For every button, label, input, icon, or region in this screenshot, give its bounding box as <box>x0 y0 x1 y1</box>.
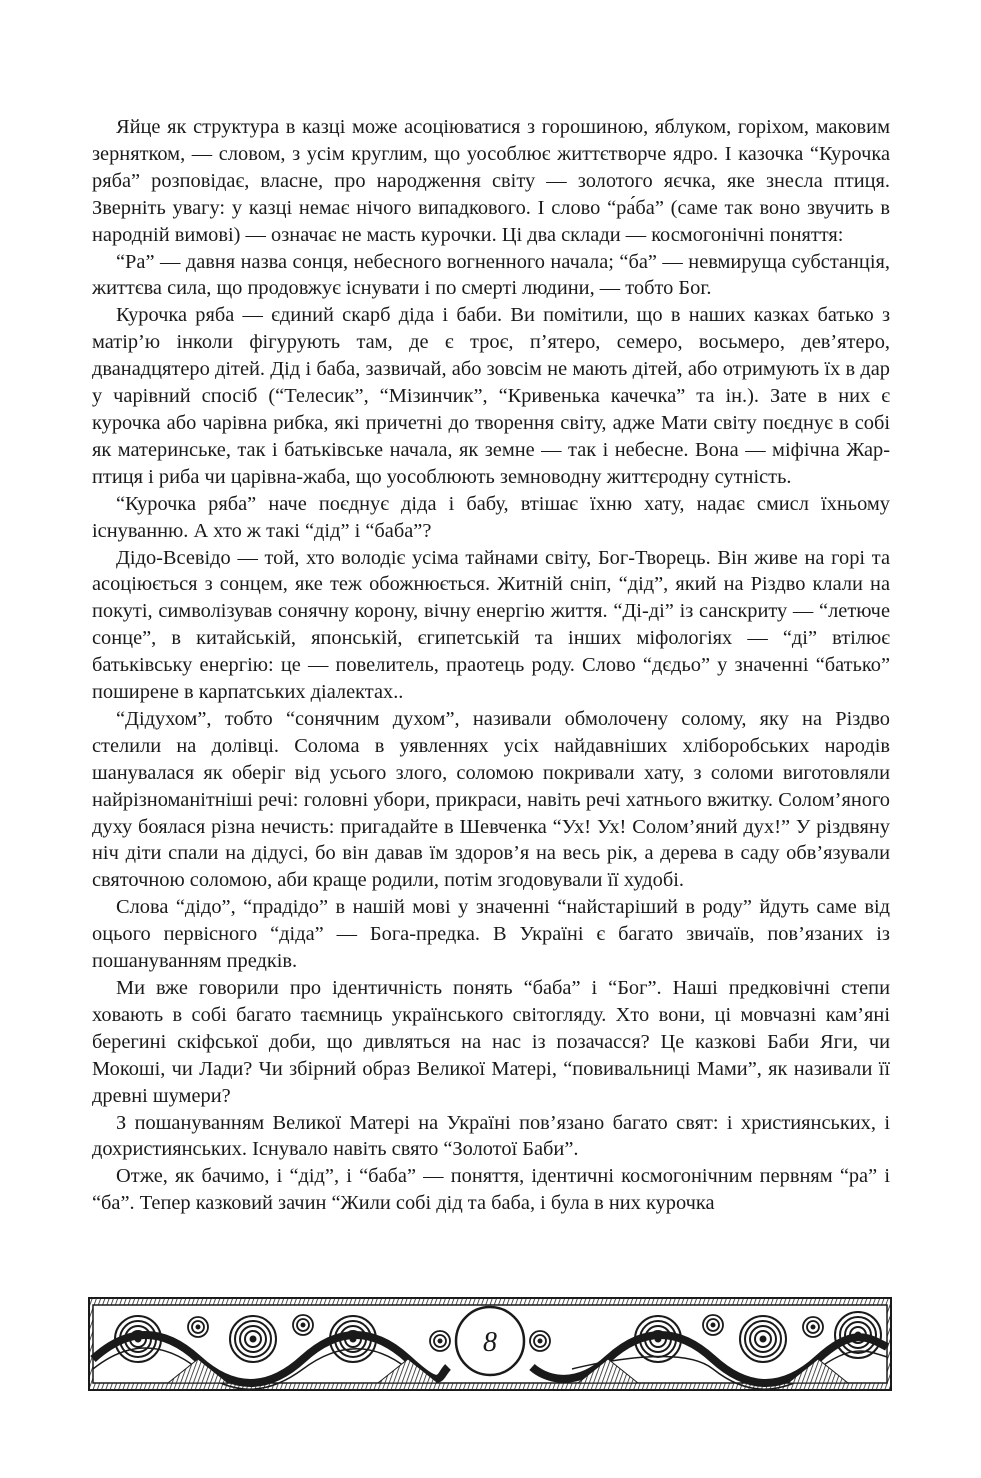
paragraph: Отже, як бачимо, і “дід”, і “баба” — поняття, ідентичні космогонічним первням “ра” і “ба”. Тепер казковий зачин “Жили собі дід та баба, і була в них курочка <box>92 1165 890 1215</box>
paragraph: “Ра” — давня назва сонця, небесного вогненного начала; “ба” — невмируща субстанція, життєва сила, що продовжує існувати і по смерті людини, — тобто Бог. <box>92 250 890 300</box>
spiral-ornament-icon <box>88 1297 892 1391</box>
paragraph: Яйце як структура в казці може асоціюватися з горошиною, яблуком, горіхом, маковим зернятком, — словом, з усім круглим, що уособлює життєтворче ядро. І казочка “Курочка ряба” розповідає, власне, про народження світу — золотого яєчка, яке знесла птиця. Зверніть увагу: у казці немає нічого випадкового. І слово “ра́ба” (саме так воно звучить в народній вимові) — означає не масть курочки. Ці два склади — космогонічні поняття: <box>92 116 890 246</box>
paragraph: Дідо-Всевідо — той, хто володіє усіма тайнами світу, Бог-Творець. Він живе на горі та асоціюється з сонцем, яке теж обожнюється. Житній сніп, “дід”, який на Різдво клали на покуті, символізував сонячну корону, вічну енергію життя. “Ді-ді” із санскриту — “летюче сонце”, в китайській, японській, єгипетській та інших міфологіях — “ді” втілює батьківську енергію: це — повелитель, праотець роду. Слово “дєдьо” у значенні “батько” поширене в карпатських діалектах.. <box>92 546 890 704</box>
body-text <box>92 114 890 1217</box>
page-number: 8 <box>483 1327 497 1358</box>
paragraph: Курочка ряба — єдиний скарб діда і баби. Ви помітили, що в наших казках батько з матір’ю інколи фігурують там, де є троє, п’ятеро, семеро, восьмеро, дев’ятеро, дванадцятеро дітей. Дід і баба, зазвичай, або зовсім не мають дітей, або отримують їх в дар у чарівний спосіб (“Телесик”, “Мізинчик”, “Кривенька качечка” та ін.). Зате в них є курочка або чарівна рибка, які причетні до творення світу, адже Мати світу поєднує в собі як материнське, так і батьківське начала, як земне — так і небесне. Вона — міфічна Жар-птиця і риба чи царівна-жаба, що уособлюють земноводну життєродну сутність. <box>92 304 890 488</box>
paragraph: “Дідухом”, тобто “сонячним духом”, називали обмолочену солому, яку на Різдво стелили на долівці. Солома в уявленнях усіх найдавніших хліборобських народів шанувалася як оберіг від усього злого, соломою покривали хату, з соломи виготовляли найрізноманітніші речі: головні убори, прикраси, навіть речі хатнього вжитку. Солом’яного духу боялася різна нечисть: пригадайте в Шевченка “Ух! Ух! Солом’яний дух!” У різдвяну ніч діти спали на дідусі, бо він давав їм здоров’я на весь рік, а дерева в саду обв’язували святочною соломою, аби краще родили, потім згодовували її худобі. <box>92 707 890 892</box>
paragraph: “Курочка ряба” наче поєднує діда і бабу, втішає їхню хату, надає смисл їхньому існуванню. А хто ж такі “дід” і “баба”? <box>92 492 890 542</box>
paragraph: Слова “дідо”, “прадідо” в нашій мові у значенні “найстаріший в роду” йдуть саме від оцього первісного “діда” — Бога-предка. В Україні є багато звичаїв, пов’язаних із пошануванням предків. <box>92 896 890 973</box>
paragraph: Ми вже говорили про ідентичність понять “баба” і “Бог”. Наші предковічні степи ховають в собі багато таємниць українського світогляду. Хто вони, ці мовчазні кам’яні берегині скіфської доби, що дивляться на нас із позачасся? Це казкові Баби Яги, чи Мокоші, чи Лади? Чи збірний образ Великої Матері, “повивальниці Мами”, як називали її древні шумери? <box>92 977 890 1107</box>
paragraph: З пошануванням Великої Матері на Україні пов’язано багато свят: і християнських, і дохристиянських. Існувало навіть свято “Золотої Баби”. <box>92 1111 890 1161</box>
